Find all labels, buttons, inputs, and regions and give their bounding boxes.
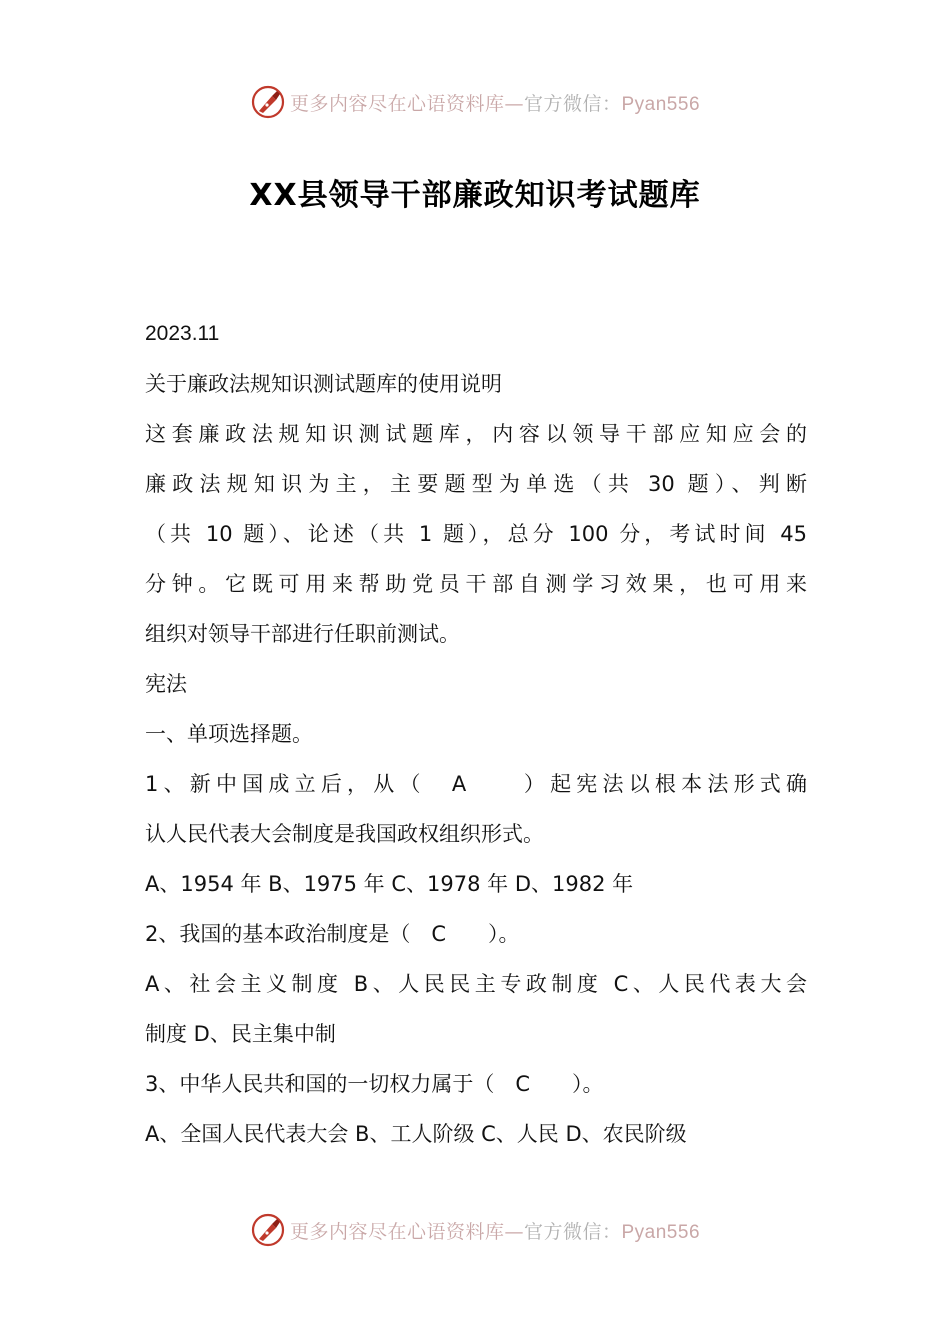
document-title: XX县领导干部廉政知识考试题库 xyxy=(249,178,701,213)
watermark-account: Pyan556 xyxy=(621,1221,701,1243)
question-text: 2、我国的基本政治制度是（ C ）。 xyxy=(145,922,520,946)
header-watermark xyxy=(0,80,950,124)
watermark-account: Pyan556 xyxy=(621,93,701,115)
document-date: 2023.11 xyxy=(145,322,220,345)
paragraph-line: （共 10 题）、论述（共 1 题），总分 100 分，考试时间 45 xyxy=(145,522,807,546)
pen-nib-logo-icon xyxy=(250,1212,286,1248)
question-options: A、社会主义制度 B、人民民主专政制度 C、人民代表大会 xyxy=(145,972,807,996)
question-text: 认人民代表大会制度是我国政权组织形式。 xyxy=(145,822,544,846)
document-body xyxy=(145,309,807,1159)
question-options: 制度 D、民主集中制 xyxy=(145,1022,336,1046)
paragraph-line: 廉政法规知识为主，主要题型为单选（共 30 题）、判断 xyxy=(145,472,807,496)
question-text: 1、新中国成立后，从（ A ）起宪法以根本法形式确 xyxy=(145,772,807,796)
footer-watermark xyxy=(0,1208,950,1252)
question-text: 3、中华人民共和国的一切权力属于（ C ）。 xyxy=(145,1072,604,1096)
watermark-text: 更多内容尽在心语资料库— xyxy=(289,1220,524,1243)
section-heading: 宪法 xyxy=(145,672,187,696)
paragraph-line: 分钟。它既可用来帮助党员干部自测学习效果，也可用来 xyxy=(145,572,807,596)
pen-nib-logo-icon xyxy=(250,84,286,120)
question-type-heading: 一、单项选择题。 xyxy=(145,722,313,746)
question-options: A、全国人民代表大会 B、工人阶级 C、人民 D、农民阶级 xyxy=(145,1122,687,1146)
paragraph-line: 组织对领导干部进行任职前测试。 xyxy=(145,622,460,646)
section-heading: 关于廉政法规知识测试题库的使用说明 xyxy=(145,372,502,396)
paragraph-line: 这套廉政法规知识测试题库，内容以领导干部应知应会的 xyxy=(145,422,807,446)
watermark-wechat-label: 官方微信： xyxy=(523,1220,622,1243)
question-options: A、1954 年 B、1975 年 C、1978 年 D、1982 年 xyxy=(145,872,634,896)
watermark-text: 更多内容尽在心语资料库— xyxy=(289,92,524,115)
watermark-wechat-label: 官方微信： xyxy=(523,92,622,115)
